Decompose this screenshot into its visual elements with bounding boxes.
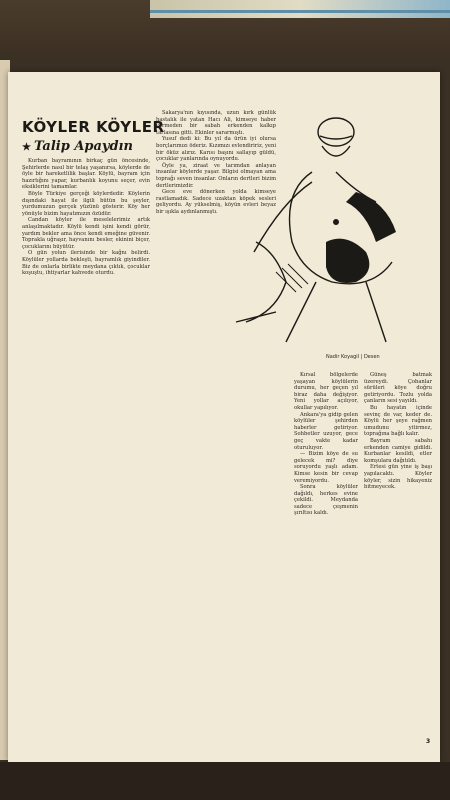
paragraph: Güneş batmak üzereydi. Çobanlar sürüleri köye doğru getiriyordu. Tozlu yolda çanların sesi yayıldı. xyxy=(364,372,432,405)
paragraph: Böyle Türkiye gerçeği köylerdedir. Köylerin dışındaki hayat ile ilgili bütün bu şeyler, yurdumuzun gerçek yüzünü gösterir. Köy her yönüyle bizim hayatımızın özüdür. xyxy=(22,190,150,217)
desk-shadow xyxy=(0,762,450,800)
face-shape xyxy=(322,146,350,156)
text-column-4 xyxy=(364,372,432,732)
star-icon: ★ xyxy=(22,142,31,153)
book-edge xyxy=(150,0,450,18)
illustration xyxy=(216,92,432,352)
cap-shape xyxy=(318,118,354,146)
paragraph: Gece eve dönerken yolda kimseye rastlamadık. Sadece uzaktan köpek sesleri geliyordu. Ay yükselmiş, köyün evleri beyaz bir ışıkla aydınlanmıştı. xyxy=(156,189,276,215)
text-column-3 xyxy=(294,372,358,732)
author-line xyxy=(22,139,172,154)
magazine-page xyxy=(8,72,440,762)
paragraph: Sonra köylüler dağıldı, herkes evine çekildi. Meydanda sadece çeşmenin şırıltısı kaldı. xyxy=(294,484,358,517)
dark-fill xyxy=(326,239,369,283)
text-column-1 xyxy=(22,158,150,733)
article-header xyxy=(22,118,172,154)
paragraph: Öyle ya, ziraat ve tarımdan anlayan insanlar köylerde yaşar. Bilgisi olmayan ama toprağı seven insanlar. Onların dertleri bizim dertlerimizdir. xyxy=(156,162,276,189)
paragraph: Bayram sabahı erkenden camiye gidildi. Kurbanlar kesildi, etler komşulara dağıtıldı. xyxy=(364,437,432,464)
illustration-caption: Nadir Koyagil | Desen xyxy=(326,354,380,360)
paragraph: Kurban bayramının birkaç gün öncesinde, Şehirlerde nasıl bir telaş yaşanırsa, köylerde de öyle bir hareketlilik başlar. Köylü, bayram için hazırlığını yapar, kurbanlık koyunu seçer, evin eksiklerini tamamlar. xyxy=(22,158,150,191)
page-number: 3 xyxy=(426,738,431,745)
section-title: KÖYLER KÖYLER xyxy=(22,118,165,136)
paragraph: Yusuf dedi ki: Bu yıl da ürün iyi olursa borçlarımızı öderiz. Kızımızı evlendiririz, yeni bir öküz alırız. Karısı başını sallayıp güldü, çocuklar yanlarında oynuyordu. xyxy=(156,136,276,163)
paragraph: Kırsal bölgelerde yaşayan köylülerin durumu, her geçen yıl biraz daha değişiyor. Yeni yollar açılıyor, okullar yapılıyor. xyxy=(294,372,358,411)
paragraph: Candan köyler ile meselelerimiz artık anlaşılmaktadır. Köylü kendi işini kendi görür, yardım bekler ama önce kendi emeğine güvenir. Toprakla uğraşır, hayvanını besler, ekinini biçer, çocuklarını büyütür. xyxy=(22,217,150,250)
paragraph: — Bizim köye de su gelecek mi? diye soruyordu yaşlı adam. Kimse kesin bir cevap veremiyordu. xyxy=(294,451,358,484)
paragraph: O gün yolun ilerisinde bir kağnı belirdi. Köylüler yollarda bekleşti, bayramlık giyindiler. Biz de onlarla birlikte meydana çıktık, çocuklar koşuştu, ihtiyarlar kahvede oturdu. xyxy=(22,250,150,277)
paragraph: Sakarya'nın kıyısında, uzun kırk günlük hastalık ile yatan Hacı Ali, kimseye haber vermeden bir sabah erkenden kalkıp tarlasına gitti. Ekinler sararmıştı. xyxy=(156,110,276,136)
author-name: Talip Apaydın xyxy=(33,139,133,154)
paragraph: Ankara'ya gidip gelen köylüler şehirden haberler getiriyor. Sohbetler uzuyor, gece geç vakte kadar oturuluyor. xyxy=(294,411,358,451)
paragraph: Bu hayatın içinde sevinç de var, keder de. Köylü her şeye rağmen umudunu yitirmez, toprağına bağlı kalır. xyxy=(364,404,432,438)
paragraph: Ertesi gün yine iş başı yapılacaktı. Köyler köyler, sizin hikayeniz bitmeyecek. xyxy=(364,464,432,491)
